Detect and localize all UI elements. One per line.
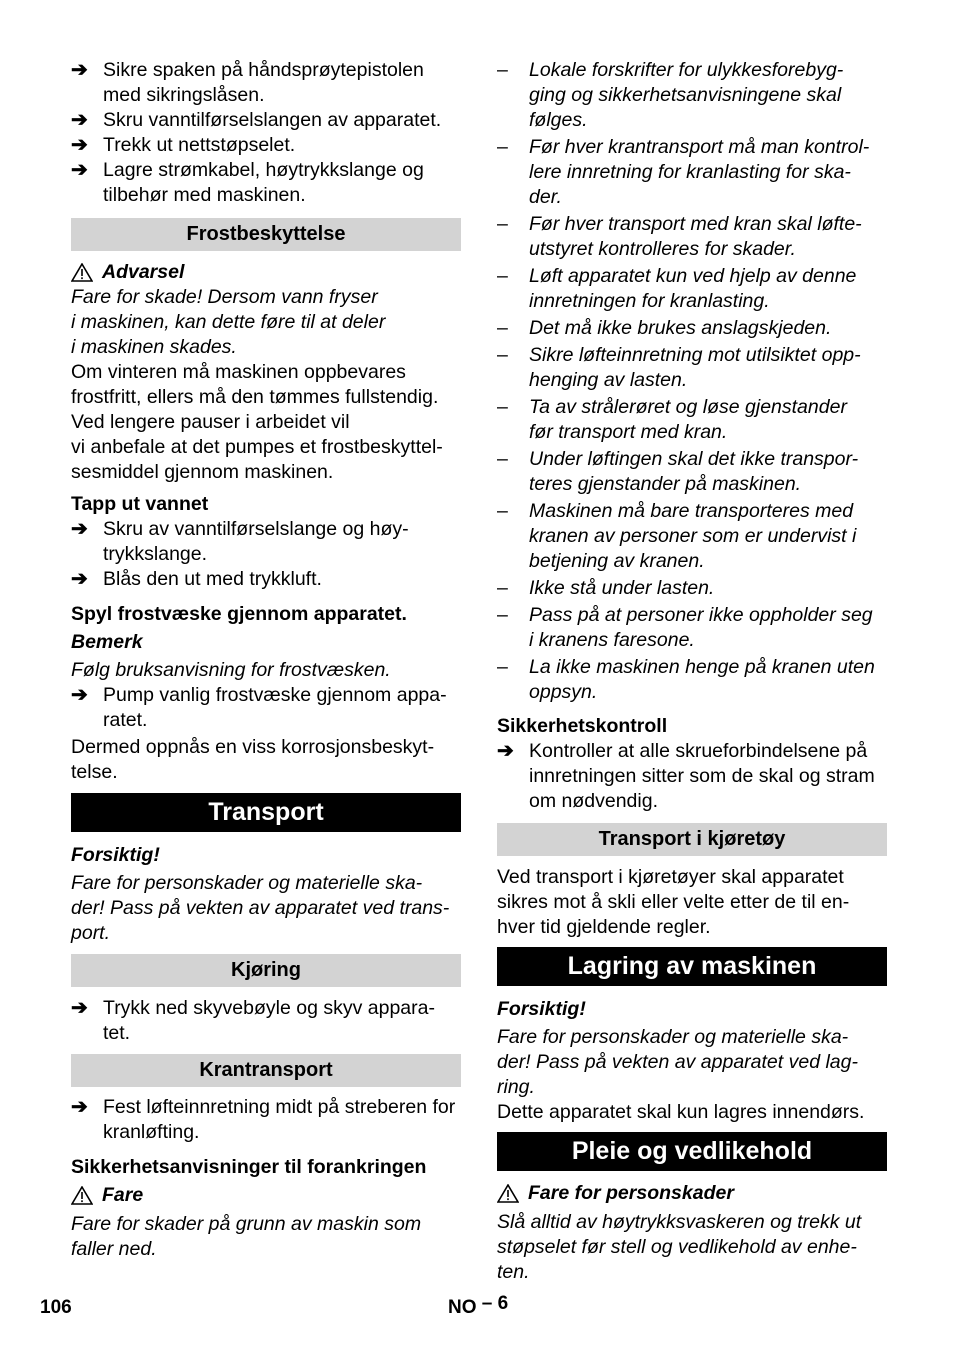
danger-line: faller ned. bbox=[71, 1238, 157, 1260]
step-text: Skru av vanntilførselslange og høy-trykkslange. bbox=[103, 518, 409, 565]
danger-heading bbox=[497, 1181, 887, 1206]
crane-rule-item bbox=[497, 58, 887, 133]
step-text: Kontroller at alle skrueforbindelsene på innretningen sitter som de skal og stram om nødvendig. bbox=[529, 740, 875, 812]
crane-rule-text: Løft apparatet kun ved hjelp av denne innretningen for kranlasting. bbox=[529, 265, 857, 312]
crane-rule-item bbox=[497, 395, 887, 445]
chapter-heading-transport: Transport bbox=[71, 793, 461, 832]
body-line: Ved transport i kjøretøyer skal apparatet bbox=[497, 866, 844, 888]
dash-bullet: – bbox=[497, 604, 508, 626]
right-column bbox=[497, 58, 887, 1285]
caution-line: ring. bbox=[497, 1076, 535, 1098]
step-text: Pump vanlig frostvæske gjennom appa-ratet. bbox=[103, 684, 447, 731]
crane-rule-text: Før hver transport med kran skal løfte- utstyret kontrolleres for skader. bbox=[529, 213, 862, 260]
arrow-icon: ➔ bbox=[71, 684, 88, 706]
note-text: Følg bruksanvisning for frostvæsken. bbox=[71, 659, 391, 681]
warning-line: i maskinen, kan dette føre til at deler bbox=[71, 311, 386, 333]
step-item bbox=[71, 567, 461, 592]
section-heading-frostbeskyttelse: Frostbeskyttelse bbox=[71, 218, 461, 251]
step-item bbox=[71, 58, 461, 108]
crane-rule-item bbox=[497, 264, 887, 314]
arrow-icon: ➔ bbox=[71, 568, 88, 590]
section-heading-kjoring: Kjøring bbox=[71, 954, 461, 987]
caution-line: Fare for personskader og materielle ska- bbox=[71, 872, 423, 894]
dash-bullet: – bbox=[497, 396, 508, 418]
body-line: sikres mot å skli eller velte etter de til en- bbox=[497, 891, 850, 913]
dash-bullet: – bbox=[497, 448, 508, 470]
warning-label: Advarsel bbox=[102, 261, 185, 283]
section-heading-krantransport: Krantransport bbox=[71, 1054, 461, 1087]
caution-line: der! Pass på vekten av apparatet ved lag- bbox=[497, 1051, 858, 1073]
body-line: telse. bbox=[71, 761, 118, 783]
dash-bullet: – bbox=[497, 265, 508, 287]
caution-label: Forsiktig! bbox=[497, 998, 586, 1020]
danger-line: Fare for skader på grunn av maskin som bbox=[71, 1213, 422, 1235]
arrow-icon: ➔ bbox=[71, 134, 88, 156]
step-text: Lagre strømkabel, høytrykkslange og tilbehør med maskinen. bbox=[103, 159, 424, 206]
warning-line: i maskinen skades. bbox=[71, 336, 237, 358]
step-item bbox=[71, 683, 461, 733]
page-number: 106 bbox=[40, 1297, 72, 1318]
arrow-icon: ➔ bbox=[71, 518, 88, 540]
body-line: frostfritt, ellers må den tømmes fullstendig. bbox=[71, 386, 439, 408]
step-item bbox=[71, 108, 461, 133]
chapter-heading-lagring: Lagring av maskinen bbox=[497, 947, 887, 986]
dash-bullet: – bbox=[497, 656, 508, 678]
caution-label: Forsiktig! bbox=[71, 844, 160, 866]
dash-bullet: – bbox=[497, 59, 508, 81]
warning-triangle-icon bbox=[71, 1186, 93, 1205]
crane-rule-item bbox=[497, 316, 887, 341]
chapter-heading-pleie: Pleie og vedlikehold bbox=[497, 1132, 887, 1171]
arrow-icon: ➔ bbox=[71, 109, 88, 131]
subheading-sikkerhetskontroll: Sikkerhetskontroll bbox=[497, 715, 668, 737]
step-text: Fest løfteinnretning midt på streberen for kranløfting. bbox=[103, 1096, 456, 1143]
crane-rule-text: Det må ikke brukes anslagskjeden. bbox=[529, 317, 832, 339]
body-line: hver tid gjeldende regler. bbox=[497, 916, 711, 938]
step-item bbox=[71, 517, 461, 567]
body-line: sesmiddel gjennom maskinen. bbox=[71, 461, 334, 483]
dash-bullet: – bbox=[497, 500, 508, 522]
arrow-icon: ➔ bbox=[497, 740, 514, 762]
crane-rule-item bbox=[497, 135, 887, 210]
warning-triangle-icon bbox=[497, 1184, 519, 1203]
crane-rule-text: Pass på at personer ikke oppholder seg i kranens faresone. bbox=[529, 604, 873, 651]
crane-rule-text: Maskinen må bare transporteres med kranen av personer som er undervist i betjening av kranen. bbox=[529, 500, 857, 572]
crane-rule-text: La ikke maskinen henge på kranen uten oppsyn. bbox=[529, 656, 875, 703]
body-line: Dette apparatet skal kun lagres innendørs. bbox=[497, 1101, 865, 1123]
danger-label: Fare bbox=[102, 1184, 144, 1206]
dash-bullet: – bbox=[497, 344, 508, 366]
arrow-icon: ➔ bbox=[71, 1096, 88, 1118]
step-item bbox=[497, 739, 887, 814]
step-text: Blås den ut med trykkluft. bbox=[103, 568, 322, 590]
intro-steps bbox=[71, 58, 461, 208]
step-text: Sikre spaken på håndsprøytepistolen med sikringslåsen. bbox=[103, 59, 424, 106]
crane-rule-item bbox=[497, 655, 887, 705]
arrow-icon: ➔ bbox=[71, 997, 88, 1019]
crane-rule-item bbox=[497, 343, 887, 393]
crane-rule-text: Under løftingen skal det ikke transpor- teres gjenstander på maskinen. bbox=[529, 448, 859, 495]
danger-label: Fare for personskader bbox=[528, 1182, 734, 1204]
crane-rules-list bbox=[497, 58, 887, 705]
step-text: Trekk ut nettstøpselet. bbox=[103, 134, 296, 156]
crane-rule-item bbox=[497, 499, 887, 574]
danger-line: Slå alltid av høytrykksvaskeren og trekk ut bbox=[497, 1211, 862, 1233]
body-line: vi anbefale at det pumpes et frostbeskyttel- bbox=[71, 436, 443, 458]
subheading-tapp-ut-vannet: Tapp ut vannet bbox=[71, 493, 209, 515]
dash-bullet: – bbox=[497, 317, 508, 339]
caution-line: der! Pass på vekten av apparatet ved trans- bbox=[71, 897, 450, 919]
page-footer-label bbox=[448, 1293, 509, 1319]
dash-bullet: – bbox=[497, 213, 508, 235]
crane-rule-text: Før hver krantransport må man kontrol- lere innretning for kranlasting for ska- der. bbox=[529, 136, 870, 208]
crane-rule-item bbox=[497, 576, 887, 601]
left-column bbox=[71, 58, 461, 1262]
crane-rule-item bbox=[497, 447, 887, 497]
step-text: Trykk ned skyvebøyle og skyv appara-tet. bbox=[103, 997, 435, 1044]
crane-rule-item bbox=[497, 212, 887, 262]
danger-heading bbox=[71, 1183, 461, 1208]
step-item bbox=[71, 158, 461, 208]
arrow-icon: ➔ bbox=[71, 159, 88, 181]
warning-heading bbox=[71, 260, 461, 285]
crane-rule-text: Ta av strålerøret og løse gjenstander før transport med kran. bbox=[529, 396, 847, 443]
step-item bbox=[71, 996, 461, 1046]
step-item bbox=[71, 133, 461, 158]
body-line: Dermed oppnås en viss korrosjonsbeskyt- bbox=[71, 736, 435, 758]
caution-line: port. bbox=[71, 922, 111, 944]
dash-bullet: – bbox=[497, 136, 508, 158]
crane-rule-text: Lokale forskrifter for ulykkesforebyg- ging og sikkerhetsanvisningene skal følges. bbox=[529, 59, 844, 131]
crane-rule-text: Sikre løfteinnretning mot utilsiktet opp- henging av lasten. bbox=[529, 344, 861, 391]
body-line: Om vinteren må maskinen oppbevares bbox=[71, 361, 406, 383]
step-text: Skru vanntilførselslangen av apparatet. bbox=[103, 109, 442, 131]
caution-line: Fare for personskader og materielle ska- bbox=[497, 1026, 849, 1048]
crane-rule-item bbox=[497, 603, 887, 653]
arrow-icon: ➔ bbox=[71, 59, 88, 81]
step-item bbox=[71, 1095, 461, 1145]
note-label: Bemerk bbox=[71, 631, 143, 653]
section-page: – 6 bbox=[481, 1293, 509, 1314]
dash-bullet: – bbox=[497, 577, 508, 599]
subheading-spyl-frostvaeske: Spyl frostvæske gjennom apparatet. bbox=[71, 603, 407, 625]
danger-line: støpselet før stell og vedlikehold av enhe- bbox=[497, 1236, 857, 1258]
warning-triangle-icon bbox=[71, 263, 93, 282]
subheading-sikkerhetsanvisninger: Sikkerhetsanvisninger til forankringen bbox=[71, 1156, 427, 1178]
body-line: Ved lengere pauser i arbeidet vil bbox=[71, 411, 350, 433]
section-heading-transport-i-kjoretoy: Transport i kjøretøy bbox=[497, 823, 887, 856]
crane-rule-text: Ikke stå under lasten. bbox=[529, 577, 715, 599]
language-code: NO bbox=[448, 1297, 477, 1318]
warning-line: Fare for skade! Dersom vann fryser bbox=[71, 286, 378, 308]
danger-line: ten. bbox=[497, 1261, 530, 1283]
